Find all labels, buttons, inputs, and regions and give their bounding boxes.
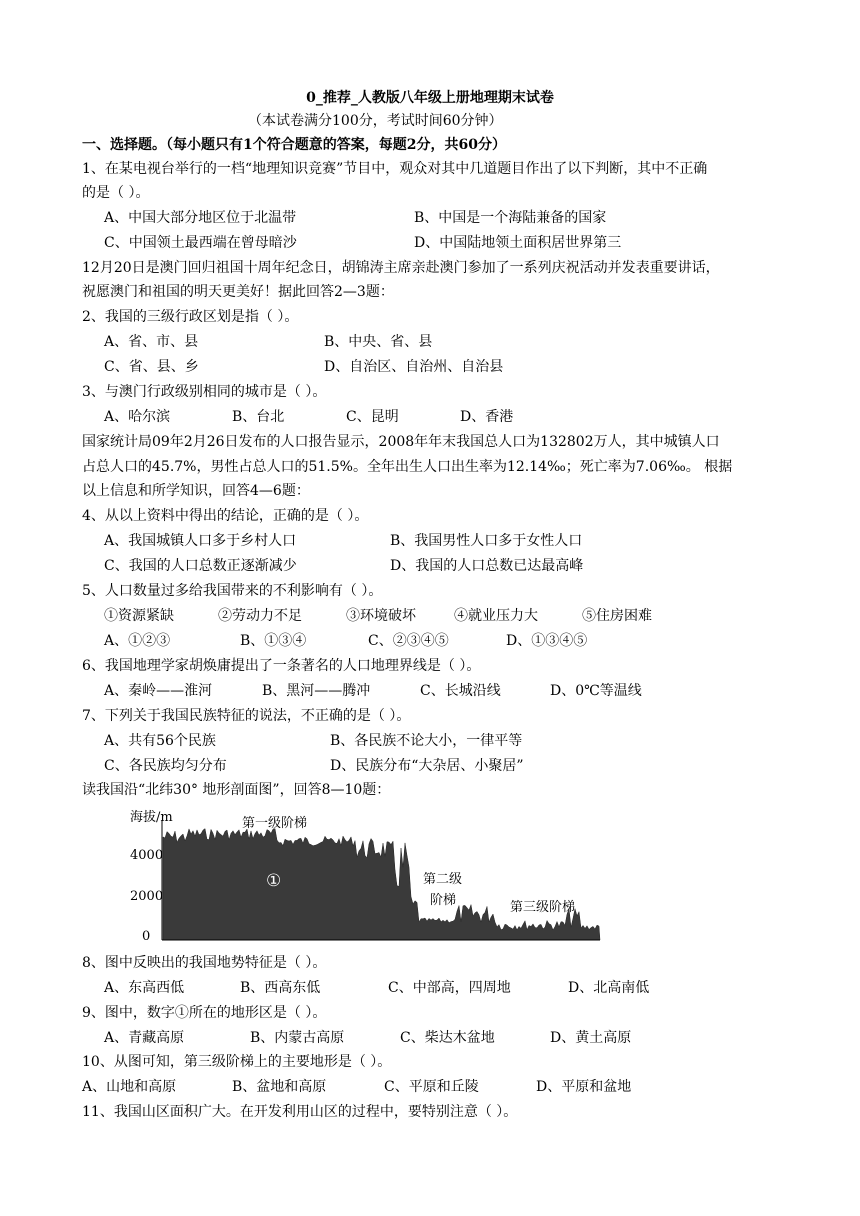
question-7-option-d: D、民族分布“大杂居、小聚居” [330,758,524,774]
question-7-option-c: C、各民族均匀分布 [104,758,227,774]
question-9-option-c: C、柴达木盆地 [400,1030,495,1046]
question-5-option-c: C、②③④⑤ [368,633,449,649]
question-11-stem: 11、我国山区面积广大。在开发利用山区的过程中，要特别注意（ ）。 [82,1104,518,1120]
tick-label-0: 0 [142,929,151,944]
question-5-option-b: B、①③④ [240,633,307,649]
question-2-option-b: B、中央、省、县 [324,334,433,350]
question-1-option-d: D、中国陆地领土面积居世界第三 [414,235,622,251]
question-2-option-c: C、省、县、乡 [104,359,199,375]
question-10-option-a: A、山地和高原 [82,1079,177,1095]
question-10-option-d: D、平原和盆地 [536,1079,632,1095]
question-9-option-b: B、内蒙古高原 [250,1030,345,1046]
question-5-stem: 5、人口数量过多给我国带来的不利影响有（ ）。 [82,583,383,599]
question-9-option-d: D、黄土高原 [550,1030,632,1046]
tick-label-2000: 2000 [130,889,164,904]
question-7-stem: 7、下列关于我国民族特征的说法，不正确的是（ ）。 [82,708,411,724]
question-2-option-a: A、省、市、县 [104,334,199,350]
question-5-option-d: D、①③④⑤ [506,633,588,649]
question-4-option-c: C、我国的人口总数正逐渐减少 [104,558,297,574]
question-8-option-a: A、东高西低 [104,980,185,996]
question-10-stem: 10、从图可知，第三级阶梯上的主要地形是（ ）。 [82,1054,392,1070]
question-6-option-d: D、0℃等温线 [550,683,642,699]
question-5-item-3: ③环境破坏 [346,608,416,624]
exam-info: （本试卷满分100分，考试时间60分钟） [248,113,503,129]
question-3-option-a: A、哈尔滨 [104,409,171,425]
question-6-stem: 6、我国地理学家胡焕庸提出了一条著名的人口地理界线是（ ）。 [82,658,481,674]
question-1-option-a: A、中国大部分地区位于北温带 [104,210,297,226]
third-step-label: 第三级阶梯 [510,900,576,915]
question-9-stem: 9、图中，数字①所在的地形区是（ ）。 [82,1005,327,1021]
question-3-stem: 3、与澳门行政级别相同的城市是（ ）。 [82,384,327,400]
passage-population-line2: 占总人口的45.7%，男性占总人口的51.5%。全年出生人口出生率为12.14‰；死亡率为7.06‰。 根据 [82,459,733,475]
passage-macau-line1: 12月20日是澳门回归祖国十周年纪念日，胡锦涛主席亲赴澳门参加了一系列庆祝活动并发表重要讲话， [82,260,720,276]
question-7-option-a: A、共有56个民族 [104,733,216,749]
question-10-option-c: C、平原和丘陵 [384,1079,479,1095]
question-1-option-c: C、中国领土最西端在曾母暗沙 [104,235,297,251]
question-8-option-c: C、中部高，四周地 [388,980,511,996]
question-6-option-b: B、黑河——腾冲 [262,683,371,699]
question-8-stem: 8、图中反映出的我国地势特征是（ ）。 [82,955,327,971]
question-4-option-a: A、我国城镇人口多于乡村人口 [104,533,297,549]
question-5-item-1: ①资源紧缺 [104,608,174,624]
question-7-option-b: B、各民族不论大小，一律平等 [330,733,523,749]
question-5-item-5: ⑤住房困难 [582,608,652,624]
second-step-label-2: 阶梯 [430,893,457,908]
question-8-option-b: B、西高东低 [240,980,321,996]
question-5-item-2: ②劳动力不足 [218,608,302,624]
question-1-stem: 1、在某电视台举行的一档“地理知识竞赛”节目中，观众对其中几道题目作出了以下判断，其中不正确 [82,161,708,177]
question-5-item-4: ④就业压力大 [454,608,538,624]
section-heading: 一、选择题。（每小题只有1个符合题意的答案，每题2分，共60分） [82,137,506,153]
question-10-option-b: B、盆地和高原 [232,1079,327,1095]
question-4-option-b: B、我国男性人口多于女性人口 [390,533,583,549]
first-step-label: 第一级阶梯 [242,816,308,831]
question-1-option-b: B、中国是一个海陆兼备的国家 [414,210,607,226]
terrain-profile-figure [126,800,606,945]
second-step-label-1: 第二级 [423,872,463,887]
page-title: 0_推荐_人教版八年级上册地理期末试卷 [306,90,554,106]
question-3-option-b: B、台北 [232,409,285,425]
question-1-stem-cont: 的是（ ）。 [82,185,150,201]
question-8-option-d: D、北高南低 [568,980,650,996]
question-5-option-a: A、①②③ [104,633,171,649]
question-6-option-c: C、长城沿线 [420,683,501,699]
passage-population-line1: 国家统计局09年2月26日发布的人口报告显示，2008年年末我国总人口为132802万人，其中城镇人口 [82,434,720,450]
region-marker-1: ① [266,871,282,891]
question-9-option-a: A、青藏高原 [104,1030,185,1046]
terrain-silhouette [163,829,600,940]
question-2-option-d: D、自治区、自治州、自治县 [324,359,504,375]
passage-profile: 读我国沿“北纬30° 地形剖面图”，回答8—10题： [82,782,391,798]
question-6-option-a: A、秦岭——淮河 [104,683,213,699]
passage-population-line3: 以上信息和所学知识，回答4—6题： [82,483,310,499]
tick-label-4000: 4000 [130,848,164,863]
question-2-stem: 2、我国的三级行政区划是指（ ）。 [82,309,299,325]
passage-macau-line2: 祝愿澳门和祖国的明天更美好！据此回答2—3题： [82,284,394,300]
question-4-option-d: D、我国的人口总数已达最高峰 [390,558,584,574]
question-3-option-d: D、香港 [460,409,514,425]
question-3-option-c: C、昆明 [346,409,399,425]
elevation-axis-label: 海拔/m [130,810,173,825]
question-4-stem: 4、从以上资料中得出的结论，正确的是（ ）。 [82,508,369,524]
